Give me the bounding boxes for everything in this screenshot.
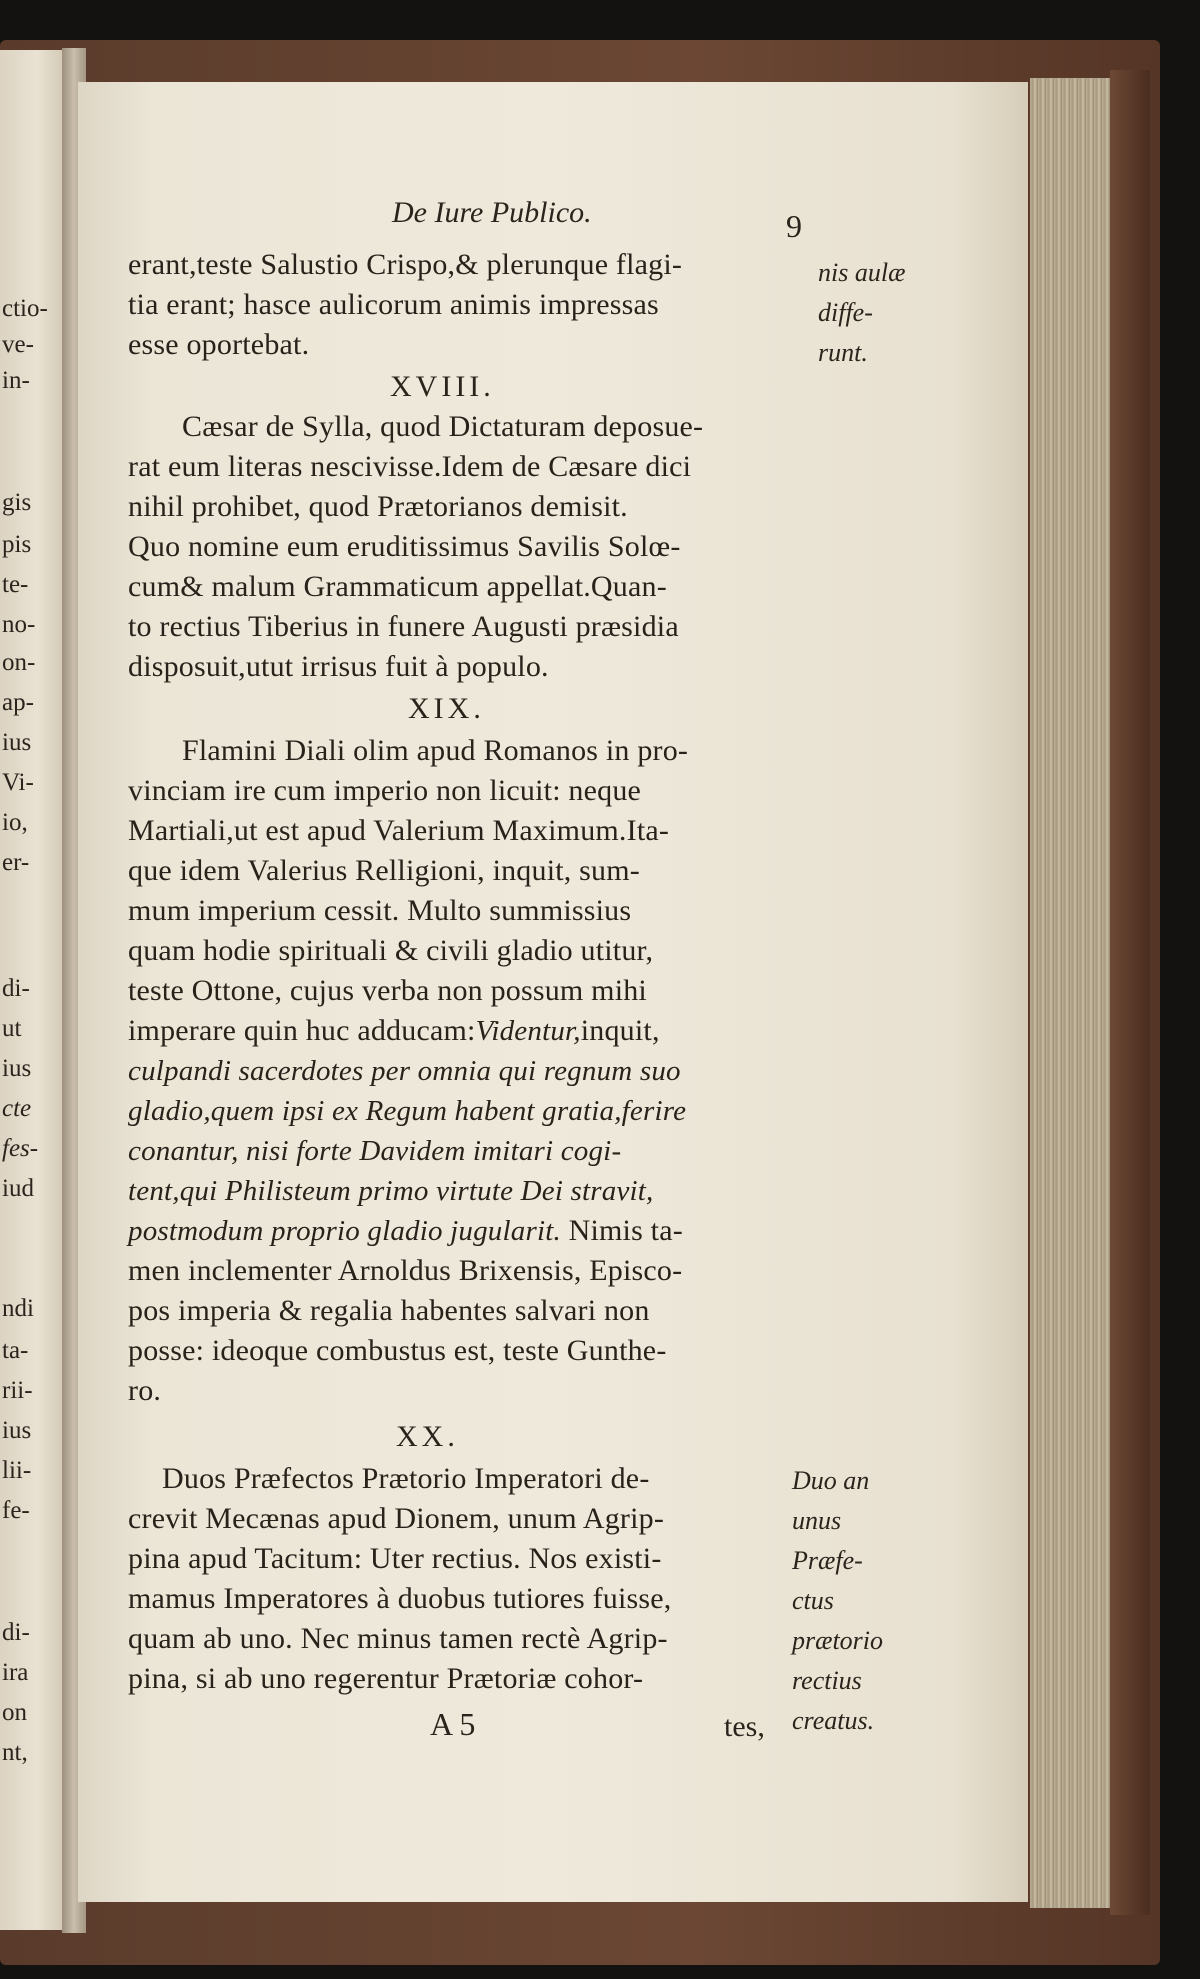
text-span: inquit, xyxy=(580,1014,660,1047)
left-fragment: no- xyxy=(2,611,36,638)
italic-span: Videntur, xyxy=(475,1015,581,1047)
left-fragment: er- xyxy=(2,849,30,876)
italic-quote: culpandi sacerdotes per omnia qui regnum suo xyxy=(128,1055,681,1087)
italic-quote: postmodum proprio gladio jugularit. xyxy=(128,1215,561,1247)
left-fragment: ius xyxy=(2,1055,32,1082)
left-fragment: nt, xyxy=(2,1739,28,1766)
left-fragment: pis xyxy=(2,531,32,558)
left-fragment: ira xyxy=(2,1659,29,1686)
italic-quote: conantur, nisi forte Davidem imitari cogi- xyxy=(128,1135,622,1167)
italic-quote: gladio,quem ipsi ex Regum habent gratia,ferire xyxy=(128,1095,687,1127)
margin-note: diffe- xyxy=(818,298,873,327)
margin-note: creatus. xyxy=(792,1706,875,1735)
text-line: men inclementer Arnoldus Brixensis, Episco- xyxy=(128,1254,683,1287)
left-fragment: lii- xyxy=(2,1457,32,1484)
left-fragment: gis xyxy=(2,489,32,516)
text-line: to rectius Tiberius in funere Augusti præsidia xyxy=(128,610,679,643)
left-fragment: ta- xyxy=(2,1337,29,1364)
section-number: XVIII. xyxy=(390,370,495,403)
text-line: nihil prohibet, quod Prætorianos demisit. xyxy=(128,490,628,523)
text-line: pina, si ab uno regerentur Prætoriæ cohor- xyxy=(128,1662,644,1695)
text-line: Duos Præfectos Prætorio Imperatori de- xyxy=(162,1462,650,1495)
text-line: disposuit,utut irrisus fuit à populo. xyxy=(128,650,549,683)
left-fragment: in- xyxy=(2,367,30,394)
text-line xyxy=(128,1054,681,1088)
left-fragment: fes- xyxy=(2,1135,39,1162)
left-fragment: di- xyxy=(2,1619,30,1646)
left-fragment: fe- xyxy=(2,1497,30,1524)
text-line: quam ab uno. Nec minus tamen rectè Agrip- xyxy=(128,1622,668,1655)
text-span: Nimis ta- xyxy=(568,1214,683,1247)
page-edges xyxy=(1030,78,1112,1908)
left-fragment: io, xyxy=(2,809,28,836)
text-line: esse oportebat. xyxy=(128,328,310,361)
section-number: XIX. xyxy=(408,692,485,725)
left-fragment: iud xyxy=(2,1175,34,1202)
left-fragment: ut xyxy=(2,1015,22,1042)
text-line: vinciam ire cum imperio non licuit: neque xyxy=(128,774,642,807)
margin-note: unus xyxy=(792,1506,842,1535)
left-fragment: ius xyxy=(2,1417,32,1444)
left-fragment: te- xyxy=(2,571,29,598)
text-line: pos imperia & regalia habentes salvari non xyxy=(128,1294,650,1327)
left-fragment: rii- xyxy=(2,1377,33,1404)
text-line: ro. xyxy=(128,1374,162,1407)
text-line: rat eum literas nescivisse.Idem de Cæsare dici xyxy=(128,450,692,483)
margin-note: runt. xyxy=(818,338,868,367)
text-line: quam hodie spirituali & civili gladio utitur, xyxy=(128,934,654,967)
text-line: mum imperium cessit. Multo summissius xyxy=(128,894,632,927)
left-fragment: ius xyxy=(2,729,32,756)
left-fragment: on xyxy=(2,1699,27,1726)
cover-edge xyxy=(1110,70,1150,1915)
text-line: Cæsar de Sylla, quod Dictaturam deposue- xyxy=(182,410,704,443)
text-line: que idem Valerius Relligioni, inquit, sum- xyxy=(128,854,640,887)
text-line xyxy=(128,1134,621,1168)
text-line xyxy=(128,1094,686,1128)
page-number: 9 xyxy=(786,208,802,244)
text-line xyxy=(128,1174,654,1208)
left-fragment: on- xyxy=(2,649,36,676)
text-line: mamus Imperatores à duobus tutiores fuisse, xyxy=(128,1582,672,1615)
text-line xyxy=(128,1014,660,1048)
left-fragment: ndi xyxy=(2,1295,34,1322)
text-line: cum& malum Grammaticum appellat.Quan- xyxy=(128,570,667,603)
section-number: XX. xyxy=(396,1420,459,1453)
margin-note: Duo an xyxy=(792,1466,870,1495)
text-line: posse: ideoque combustus est, teste Gunthe- xyxy=(128,1334,667,1367)
signature-mark: A 5 xyxy=(430,1706,476,1742)
text-line: pina apud Tacitum: Uter rectius. Nos existi- xyxy=(128,1542,662,1575)
left-fragment: ctio- xyxy=(2,295,48,322)
margin-note: nis aulæ xyxy=(818,258,906,287)
left-fragment: di- xyxy=(2,975,30,1002)
left-fragment: Vi- xyxy=(2,769,34,796)
text-line xyxy=(128,1214,683,1248)
text-line: crevit Mecænas apud Dionem, unum Agrip- xyxy=(128,1502,665,1535)
margin-note: Præfe- xyxy=(792,1546,863,1575)
running-head: De Iure Publico. xyxy=(392,196,592,229)
italic-quote: tent,qui Philisteum primo virtute Dei stravit, xyxy=(128,1175,654,1207)
left-fragment: ve- xyxy=(2,331,34,358)
left-fragment: ap- xyxy=(2,689,34,716)
margin-note: rectius xyxy=(792,1666,862,1695)
text-line: Martiali,ut est apud Valerium Maximum.Ita- xyxy=(128,814,670,847)
facing-page-left xyxy=(0,50,68,1930)
text-line: Flamini Diali olim apud Romanos in pro- xyxy=(182,734,689,767)
margin-note: ctus xyxy=(792,1586,834,1615)
margin-note: prætorio xyxy=(792,1626,884,1655)
left-fragment: cte xyxy=(2,1095,32,1122)
catchword: tes, xyxy=(724,1710,765,1743)
text-span: imperare quin huc adducam: xyxy=(128,1014,476,1047)
text-line: Quo nomine eum eruditissimus Savilis Solœ- xyxy=(128,530,681,563)
text-line: tia erant; hasce aulicorum animis impressas xyxy=(128,288,659,321)
text-line: teste Ottone, cujus verba non possum mihi xyxy=(128,974,647,1007)
text-line: erant,teste Salustio Crispo,& plerunque flagi- xyxy=(128,248,683,281)
